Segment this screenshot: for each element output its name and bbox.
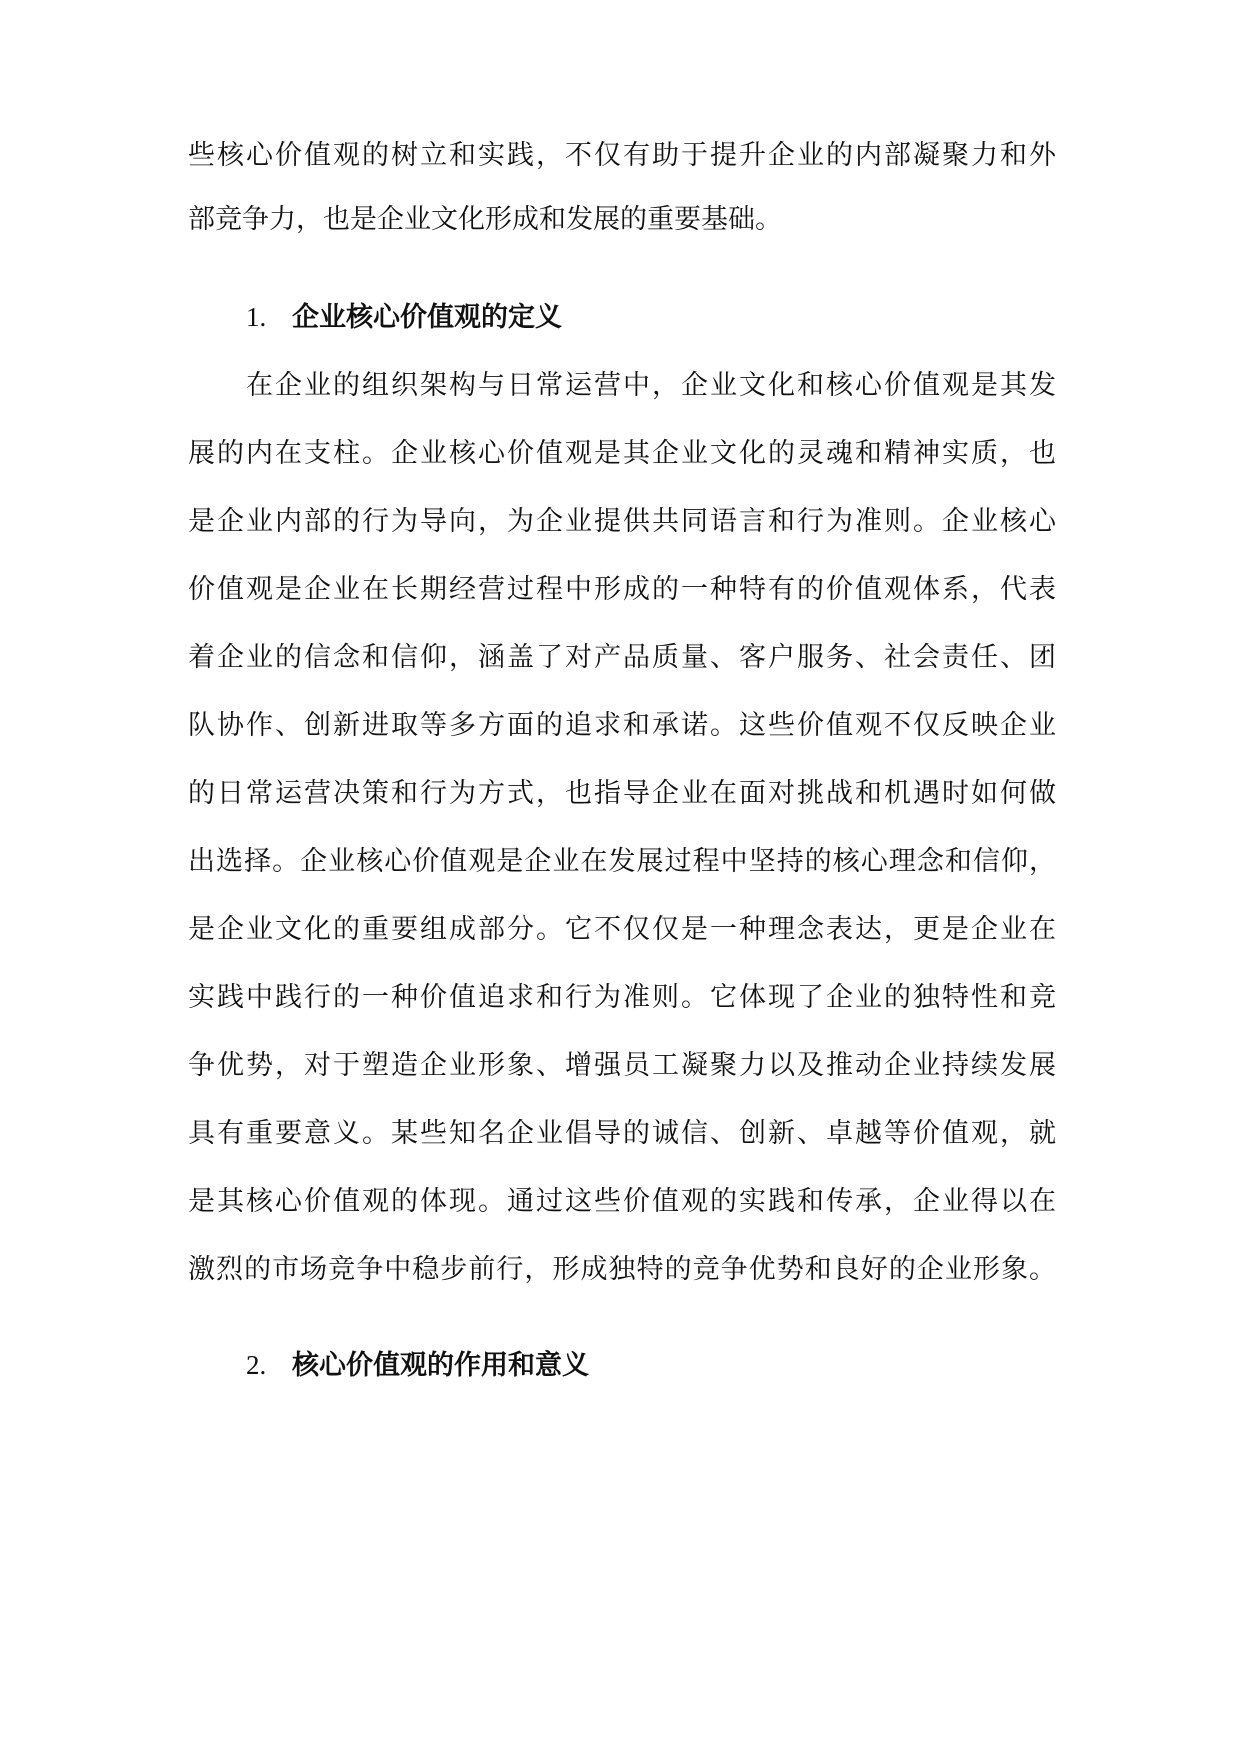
intro-line-1: 些核心价值观的树立和实践，不仅有助于提升企业的内部凝聚力和外 xyxy=(188,140,1056,171)
paragraph-line: 是企业内部的行为导向，为企业提供共同语言和行为准则。企业核心 xyxy=(188,506,1056,537)
paragraph-line: 展的内在支柱。企业核心价值观是其企业文化的灵魂和精神实质，也 xyxy=(188,438,1056,469)
section-1-title: 企业核心价值观的定义 xyxy=(292,302,562,333)
section-2-title: 核心价值观的作用和意义 xyxy=(292,1350,589,1381)
paragraph-line: 队协作、创新进取等多方面的追求和承诺。这些价值观不仅反映企业 xyxy=(188,710,1056,741)
intro-line-2: 部竞争力，也是企业文化形成和发展的重要基础。 xyxy=(188,204,782,235)
paragraph-line: 是其核心价值观的体现。通过这些价值观的实践和传承，企业得以在 xyxy=(188,1186,1056,1217)
paragraph-line: 的日常运营决策和行为方式，也指导企业在面对挑战和机遇时如何做 xyxy=(188,778,1056,809)
section-1-number: 1. xyxy=(246,302,267,332)
paragraph-line: 具有重要意义。某些知名企业倡导的诚信、创新、卓越等价值观，就 xyxy=(188,1118,1056,1149)
paragraph-line: 实践中践行的一种价值追求和行为准则。它体现了企业的独特性和竞 xyxy=(188,982,1056,1013)
paragraph-line: 在企业的组织架构与日常运营中，企业文化和核心价值观是其发 xyxy=(246,370,1056,401)
paragraph-line: 是企业文化的重要组成部分。它不仅仅是一种理念表达，更是企业在 xyxy=(188,914,1056,945)
section-2-number: 2. xyxy=(246,1350,267,1380)
section-2-heading xyxy=(246,1345,589,1385)
paragraph-line: 出选择。企业核心价值观是企业在发展过程中坚持的核心理念和信仰， xyxy=(188,846,1056,877)
section-1-heading xyxy=(246,297,562,337)
paragraph-line: 争优势，对于塑造企业形象、增强员工凝聚力以及推动企业持续发展 xyxy=(188,1050,1056,1081)
paragraph-line: 价值观是企业在长期经营过程中形成的一种特有的价值观体系，代表 xyxy=(188,574,1056,605)
paragraph-line: 着企业的信念和信仰，涵盖了对产品质量、客户服务、社会责任、团 xyxy=(188,642,1056,673)
paragraph-line: 激烈的市场竞争中稳步前行，形成独特的竞争优势和良好的企业形象。 xyxy=(188,1254,1056,1285)
